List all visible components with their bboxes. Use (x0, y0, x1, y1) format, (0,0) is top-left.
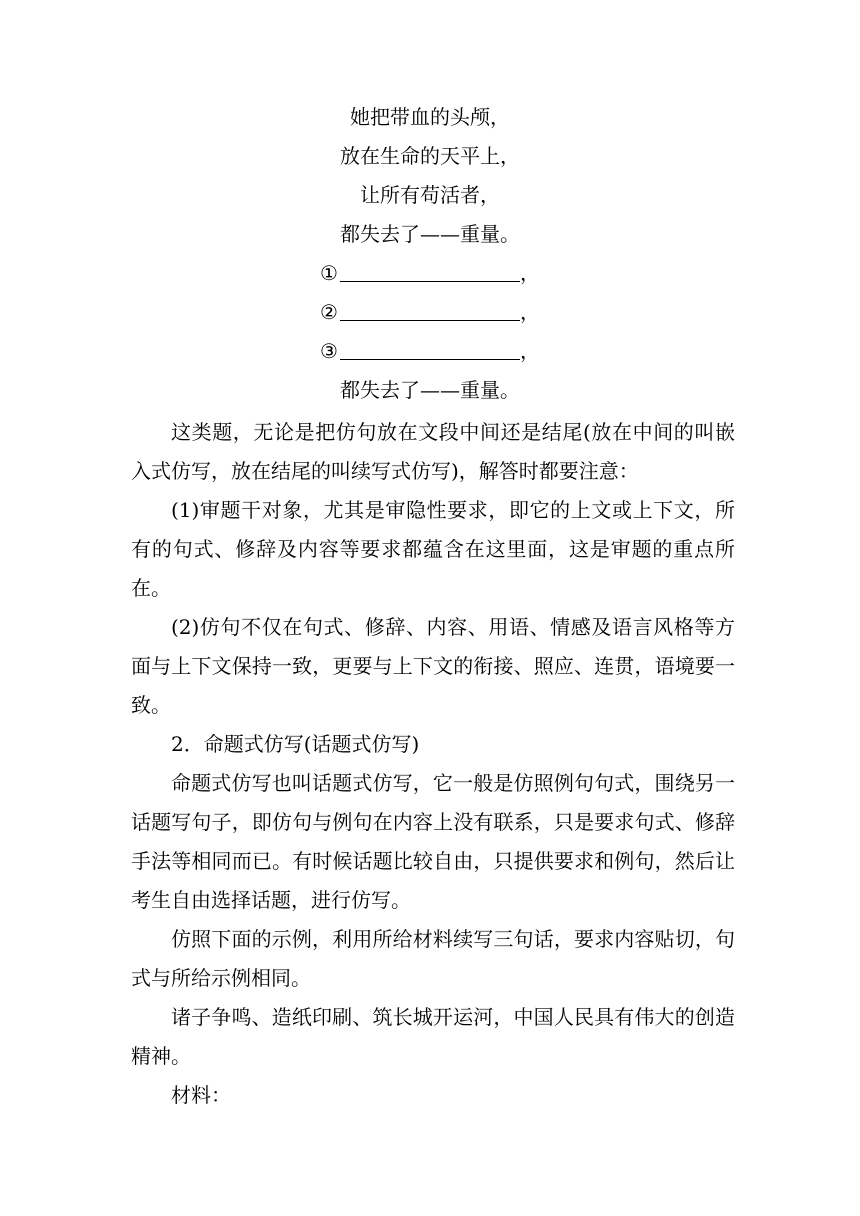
poem-line: 都失去了——重量。 (340, 378, 520, 402)
paragraph: 这类题，无论是把仿句放在文段中间还是结尾(放在中间的叫嵌入式仿写，放在结尾的叫续写式仿写)，解答时都要注意： (131, 420, 735, 483)
paragraph: 材料： (171, 1083, 231, 1107)
fill-blank-line-1 (0, 254, 860, 293)
poem-line: 她把带血的头颅， (350, 105, 510, 129)
blank-tail: ， (519, 261, 540, 285)
paragraph: 诸子争鸣、造纸印刷、筑长城开运河，中国人民具有伟大的创造精神。 (131, 1005, 735, 1068)
paragraph: (2)仿句不仅在句式、修辞、内容、用语、情感及语言风格等方面与上下文保持一致，更要与上下文的衔接、照应、连贯，语境要一致。 (131, 615, 735, 717)
answer-blank[interactable] (340, 339, 520, 360)
answer-blank[interactable] (340, 300, 520, 321)
fill-blank-line-2 (0, 293, 860, 332)
paragraph: 命题式仿写也叫话题式仿写，它一般是仿照例句句式，围绕另一话题写句子，即仿句与例句在内容上没有联系，只是要求句式、修辞手法等相同而已。有时候话题比较自由，只提供要求和例句，然后让考生自由选择话题，进行仿写。 (131, 771, 735, 912)
poem-block (0, 98, 860, 410)
blank-tail: ， (519, 339, 540, 363)
paragraph: 仿照下面的示例，利用所给材料续写三句话，要求内容贴切，句式与所给示例相同。 (131, 927, 735, 990)
poem-line: 让所有苟活者， (360, 183, 500, 207)
paragraph: (1)审题干对象，尤其是审隐性要求，即它的上文或上下文，所有的句式、修辞及内容等要求都蕴含在这里面，这是审题的重点所在。 (131, 498, 735, 600)
blank-marker: ② (320, 300, 338, 324)
poem-line: 放在生命的天平上， (340, 144, 520, 168)
section-heading: 2．命题式仿写(话题式仿写) (171, 732, 420, 756)
poem-line: 都失去了——重量。 (340, 222, 520, 246)
blank-marker: ① (320, 261, 338, 285)
body-text (131, 413, 735, 1115)
fill-blank-line-3 (0, 332, 860, 371)
blank-tail: ， (519, 300, 540, 324)
blank-marker: ③ (320, 339, 338, 363)
answer-blank[interactable] (340, 261, 520, 282)
